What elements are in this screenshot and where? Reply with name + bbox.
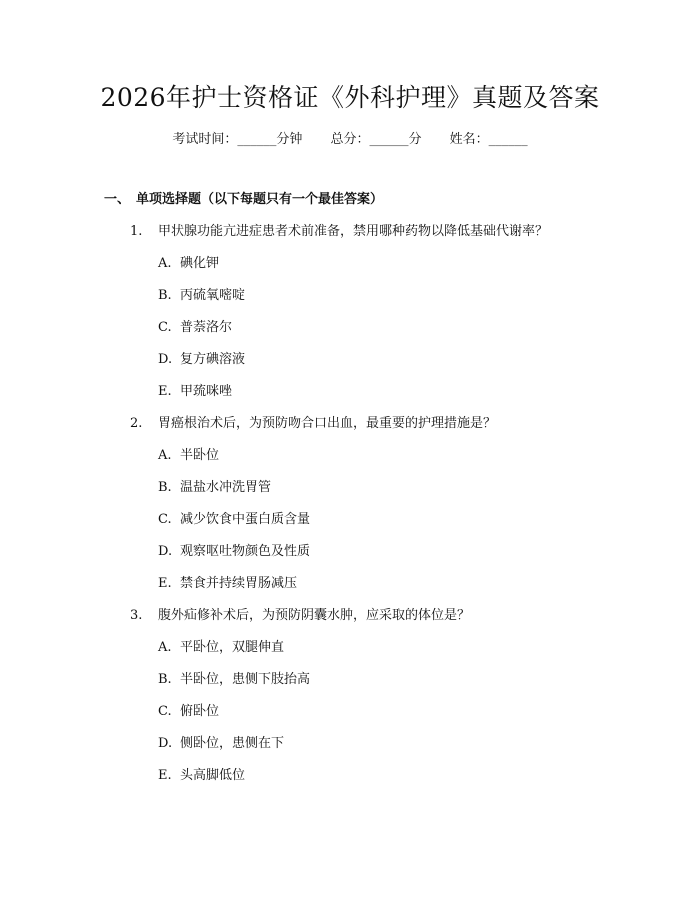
option-letter: C. xyxy=(158,704,172,719)
question-2-option-c xyxy=(158,510,310,530)
option-text: 观察呕吐物颜色及性质 xyxy=(180,544,311,559)
option-text: 甲巯咪唑 xyxy=(180,384,233,399)
option-letter: E. xyxy=(158,768,172,783)
option-text: 半卧位，患侧下肢抬高 xyxy=(180,672,311,687)
question-3 xyxy=(130,606,470,626)
option-letter: B. xyxy=(158,480,172,495)
question-1-option-e xyxy=(158,382,232,402)
question-number: 2. xyxy=(130,416,143,431)
option-letter: C. xyxy=(158,320,172,335)
option-text: 普萘洛尔 xyxy=(180,320,233,335)
option-text: 侧卧位，患侧在下 xyxy=(180,736,285,751)
question-3-option-b xyxy=(158,670,310,690)
question-1-option-d xyxy=(158,350,245,370)
option-letter: E. xyxy=(158,384,172,399)
option-text: 减少饮食中蛋白质含量 xyxy=(180,512,311,527)
option-text: 温盐水冲洗胃管 xyxy=(180,480,272,495)
option-letter: E. xyxy=(158,576,172,591)
student-name-field: 姓名：______ xyxy=(449,132,528,147)
question-number: 1. xyxy=(130,224,143,239)
question-2 xyxy=(130,414,496,434)
question-text: 胃癌根治术后，为预防吻合口出血，最重要的护理措施是？ xyxy=(158,416,497,431)
option-letter: B. xyxy=(158,672,172,687)
question-text: 甲状腺功能亢进症患者术前准备，禁用哪种药物以降低基础代谢率？ xyxy=(158,224,549,239)
question-1-option-b xyxy=(158,286,245,306)
option-letter: A. xyxy=(158,256,172,271)
option-letter: A. xyxy=(158,448,172,463)
question-2-option-d xyxy=(158,542,310,562)
total-score-field: 总分：______分 xyxy=(330,132,422,147)
option-letter: B. xyxy=(158,288,172,303)
question-number: 3. xyxy=(130,608,143,623)
option-text: 丙硫氧嘧啶 xyxy=(180,288,246,303)
option-text: 禁食并持续胃肠减压 xyxy=(180,576,298,591)
exam-time-field: 考试时间：______分钟 xyxy=(172,132,303,147)
option-letter: C. xyxy=(158,512,172,527)
question-1-option-c xyxy=(158,318,232,338)
option-text: 平卧位，双腿伸直 xyxy=(180,640,285,655)
option-text: 头高脚低位 xyxy=(180,768,246,783)
question-3-option-c xyxy=(158,702,219,722)
document-title: 2026年护士资格证《外科护理》真题及答案 xyxy=(100,83,600,112)
option-text: 半卧位 xyxy=(180,448,220,463)
question-3-option-d xyxy=(158,734,284,754)
option-text: 复方碘溶液 xyxy=(180,352,246,367)
question-3-option-a xyxy=(158,638,284,658)
option-letter: D. xyxy=(158,736,173,751)
section-heading xyxy=(104,190,383,210)
question-2-option-a xyxy=(158,446,219,466)
section-number: 一、 xyxy=(104,192,131,207)
exam-meta-line xyxy=(0,130,700,150)
question-1-option-a xyxy=(158,254,219,274)
question-2-option-b xyxy=(158,478,271,498)
question-text: 腹外疝修补术后，为预防阴囊水肿，应采取的体位是？ xyxy=(158,608,471,623)
option-letter: D. xyxy=(158,352,173,367)
question-1 xyxy=(130,222,548,242)
option-text: 碘化钾 xyxy=(180,256,220,271)
option-text: 俯卧位 xyxy=(180,704,220,719)
question-2-option-e xyxy=(158,574,297,594)
option-letter: A. xyxy=(158,640,172,655)
option-letter: D. xyxy=(158,544,173,559)
question-3-option-e xyxy=(158,766,245,786)
section-title: 单项选择题（以下每题只有一个最佳答案） xyxy=(136,192,384,207)
